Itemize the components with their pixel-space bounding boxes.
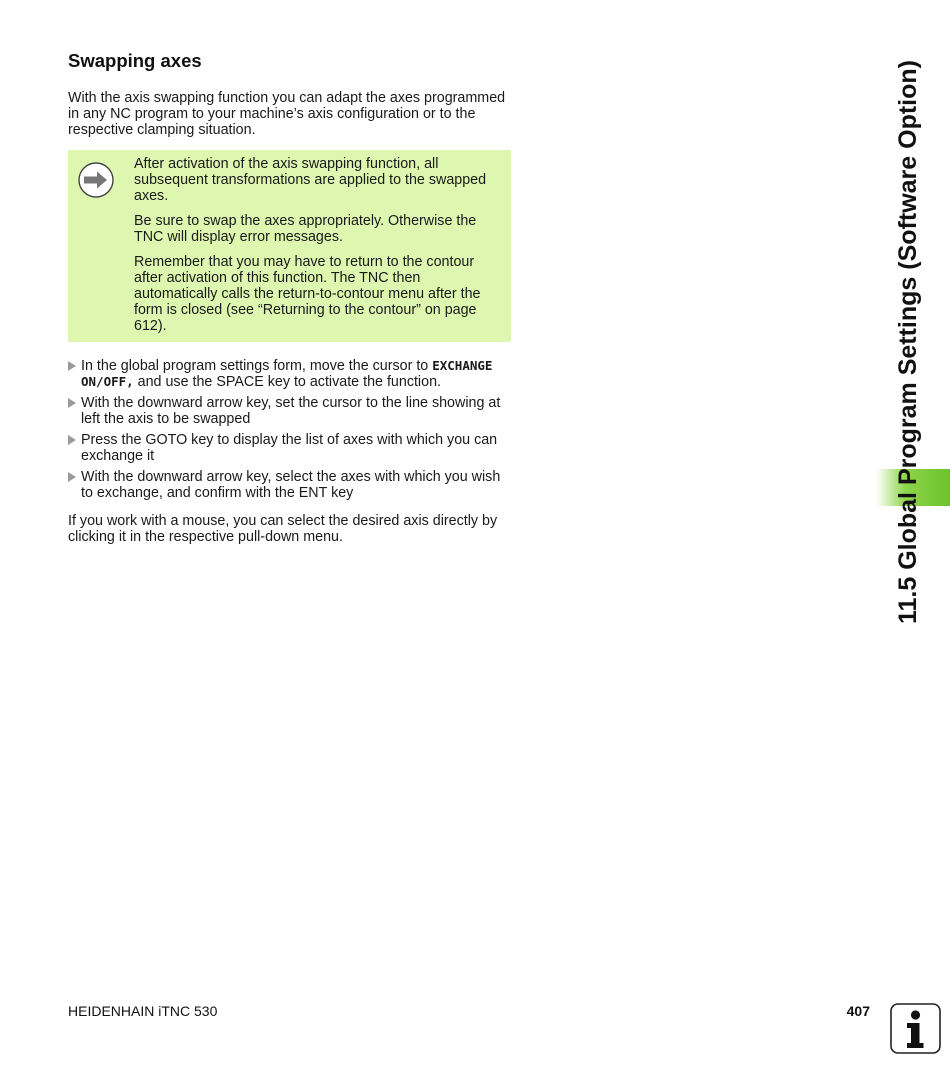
list-item xyxy=(68,469,511,501)
intro-paragraph: With the axis swapping function you can adapt the axes programmed in any NC program to your machine’s axis configuration or to the respective clamping situation. xyxy=(68,90,506,138)
list-item xyxy=(68,358,511,390)
triangle-bullet-icon xyxy=(68,361,76,371)
page-number: 407 xyxy=(846,1003,870,1019)
step-text: Press the GOTO key to display the list of axes with which you can exchange it xyxy=(81,432,498,464)
triangle-bullet-icon xyxy=(68,398,76,408)
note-paragraph: After activation of the axis swapping function, all subsequent transformations are applied to the swapped axes. xyxy=(134,156,487,204)
note-paragraph: Be sure to swap the axes appropriately. Otherwise the TNC will display error messages. xyxy=(134,213,477,245)
list-item xyxy=(68,432,511,464)
step-text: With the downward arrow key, set the cursor to the line showing at left the axis to be swapped xyxy=(81,395,501,427)
section-title: Swapping axes xyxy=(68,50,202,71)
closing-paragraph: If you work with a mouse, you can select the desired axis directly by clicking it in the respective pull-down menu. xyxy=(68,513,498,545)
step-text: In the global program settings form, move the cursor to xyxy=(81,358,433,374)
step-text: and use the SPACE key to activate the function. xyxy=(133,374,441,390)
arrow-right-icon xyxy=(78,162,114,198)
chapter-heading-vertical: 11.5 Global Program Settings (Software Option) xyxy=(894,60,922,624)
footer-manual-title: HEIDENHAIN iTNC 530 xyxy=(68,1003,218,1019)
list-item xyxy=(68,395,511,427)
triangle-bullet-icon xyxy=(68,472,76,482)
info-icon xyxy=(890,1003,941,1054)
step-list xyxy=(68,358,511,501)
note-paragraph: Remember that you may have to return to the contour after activation of this function. The TNC then automatically calls the return-to-contour menu after the form is closed (see “Returning to the contour” on page 612). xyxy=(134,254,481,334)
triangle-bullet-icon xyxy=(68,435,76,445)
note-box xyxy=(68,150,511,342)
step-text: With the downward arrow key, select the axes with which you wish to exchange, and confirm with the ENT key xyxy=(81,469,501,501)
main-content xyxy=(68,48,511,545)
code-term: EXCHANGE ON/OFF, xyxy=(81,358,493,389)
